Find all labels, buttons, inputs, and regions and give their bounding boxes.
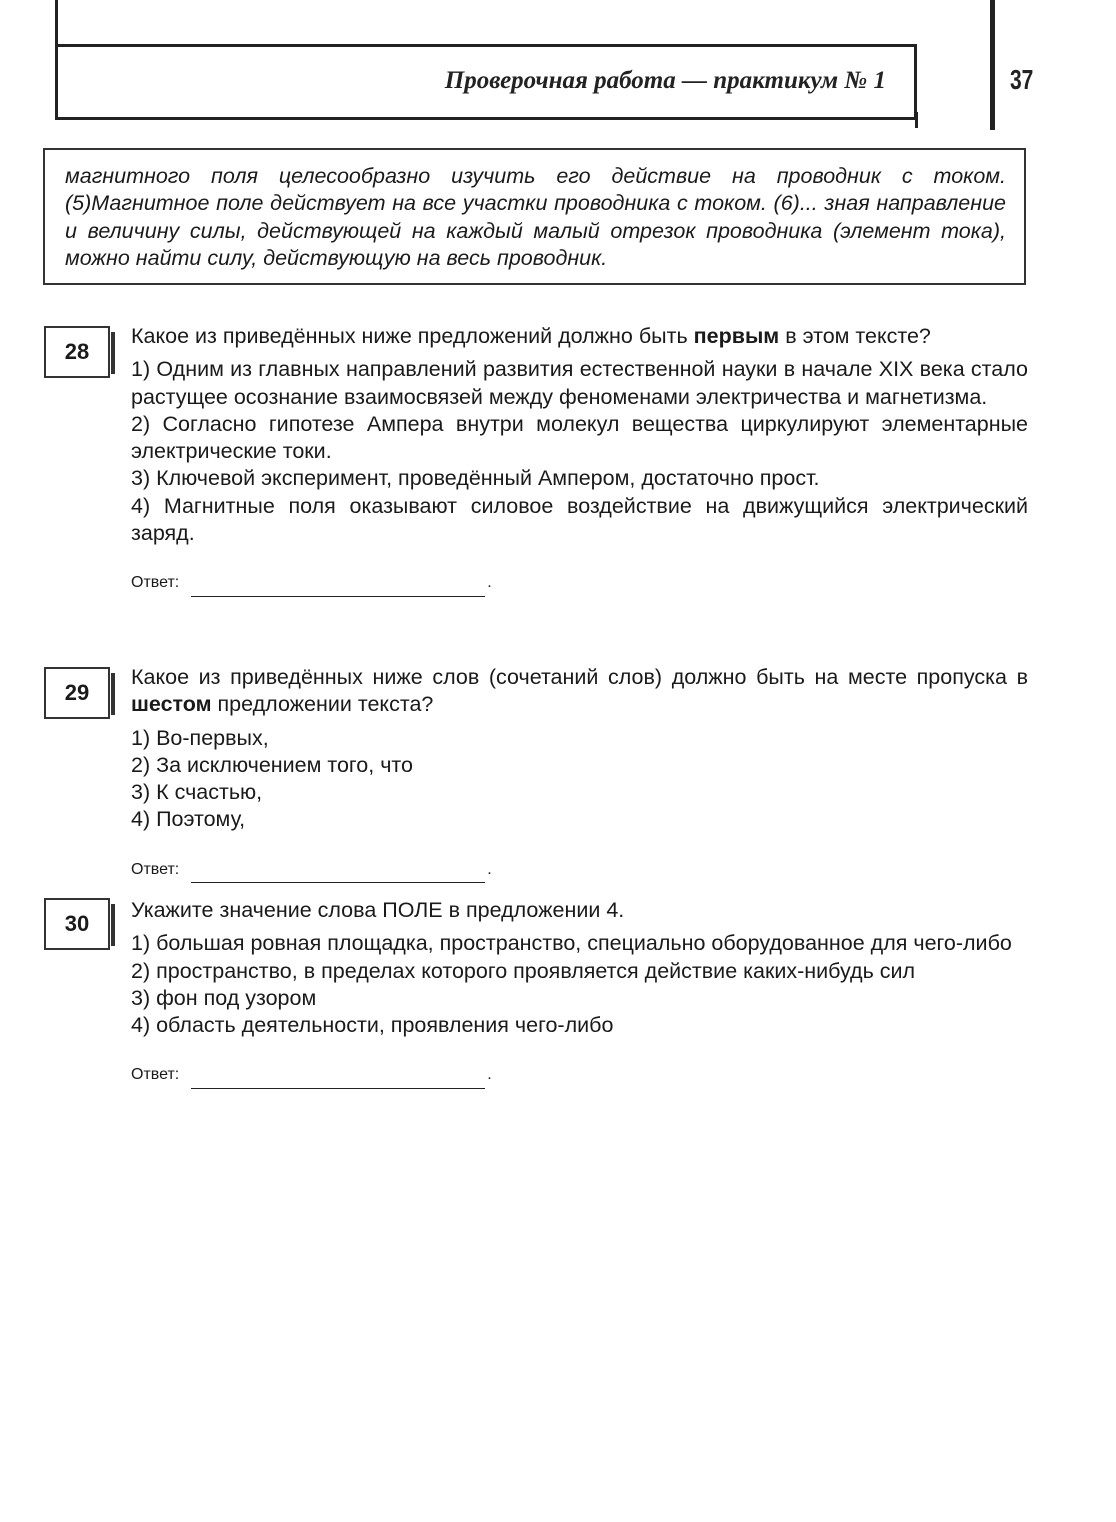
option-1: 1) Во-первых,	[131, 725, 269, 750]
answer-row: Ответ: .	[131, 1061, 1028, 1088]
header-rule-right	[915, 112, 918, 128]
option-4: 4) область деятельности, проявления чего-либо	[131, 1013, 614, 1038]
answer-row: Ответ: .	[131, 856, 1028, 883]
page-bar	[990, 0, 995, 130]
question-29	[131, 664, 1028, 883]
question-text-part: Укажите значение слова ПОЛЕ в предложении 4.	[131, 898, 625, 922]
header-rule-left	[55, 0, 58, 48]
answer-label: Ответ:	[131, 574, 180, 592]
option-3: 3) Ключевой эксперимент, проведённый Ампером, достаточно прост.	[131, 466, 820, 491]
answer-field[interactable]	[191, 1074, 485, 1089]
question-text	[131, 323, 1028, 350]
question-text-bold: первым	[693, 324, 780, 348]
page-number: 37	[1010, 64, 1034, 95]
question-text-bold: шестом	[131, 692, 212, 717]
question-text	[131, 664, 1028, 719]
reading-passage-text: магнитного поля целесообразно изучить его действие на проводник с током. (5)Магнитное поле действует на все участки проводника с током. (6)... зная направление и величину силы, действующей на каждый малый отрезок проводника (элемент тока), можно найти силу, действующую на весь проводник.	[65, 164, 1006, 270]
question-text	[131, 897, 1028, 924]
question-number-29: 29	[44, 667, 110, 719]
page-title: Проверочная работа — практикум № 1	[444, 67, 886, 94]
header-frame	[55, 44, 917, 120]
reading-passage-box	[43, 148, 1026, 285]
question-30	[131, 897, 1028, 1089]
question-text-part: в этом тексте?	[779, 324, 931, 348]
question-28	[131, 323, 1028, 597]
answer-label: Ответ:	[131, 860, 180, 878]
option-2: 2) пространство, в пределах которого проявляется действие каких-нибудь сил	[131, 958, 916, 983]
question-text-part: Какое из приведённых ниже слов (сочетаний слов) должно быть на месте пропуска в	[131, 665, 1028, 689]
question-number-28: 28	[44, 326, 110, 378]
option-2: 2) За исключением того, что	[131, 752, 413, 777]
question-number-30: 30	[44, 898, 110, 950]
option-1: 1) большая ровная площадка, пространство, специально оборудованное для чего-либо	[131, 931, 1012, 956]
question-text-part: предложении текста?	[211, 692, 434, 717]
answer-label: Ответ:	[131, 1066, 180, 1084]
option-3: 3) К счастью,	[131, 780, 263, 805]
answer-field[interactable]	[191, 868, 485, 883]
option-3: 3) фон под узором	[131, 985, 317, 1010]
option-4: 4) Магнитные поля оказывают силовое воздействие на движущийся электрический заряд.	[131, 493, 1028, 546]
option-4: 4) Поэтому,	[131, 807, 246, 832]
option-1: 1) Одним из главных направлений развития естественной науки в начале XIX века стало растущее осознание взаимосвязей между феноменами электричества и магнетизма.	[131, 357, 1028, 409]
answer-field[interactable]	[191, 582, 485, 597]
option-2: 2) Согласно гипотезе Ампера внутри молекул вещества циркулируют элементарные электрические токи.	[131, 411, 1028, 464]
answer-row: Ответ: .	[131, 569, 1028, 596]
question-text-part: Какое из приведённых ниже предложений должно быть	[131, 324, 694, 348]
